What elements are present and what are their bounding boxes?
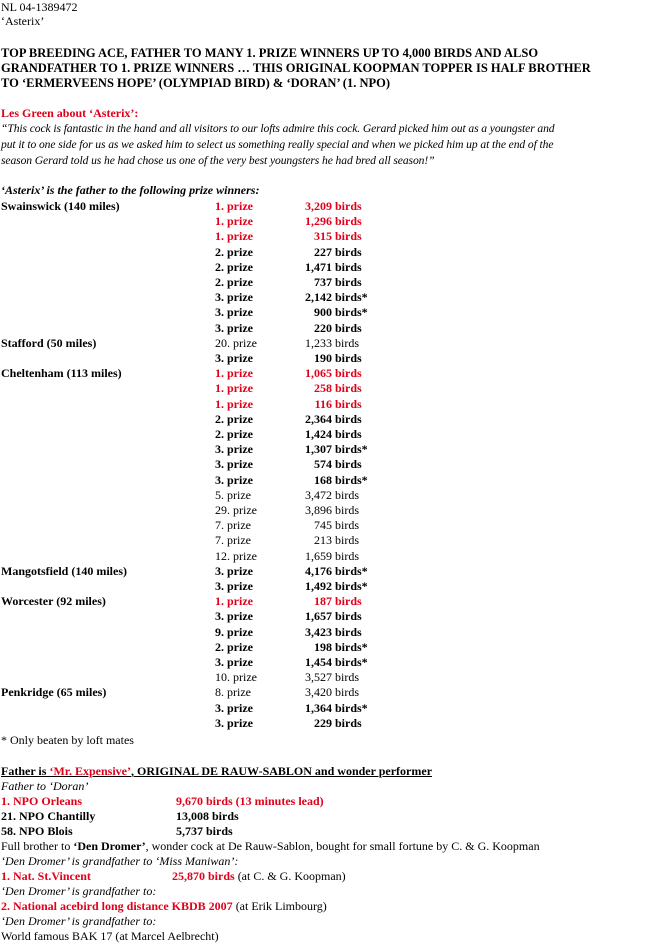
birds-cell	[292, 473, 368, 488]
birds-cell	[292, 245, 362, 260]
brother-intro: Full brother to	[1, 839, 74, 853]
birds-suffix: birds	[332, 320, 362, 335]
gf1-result: 25,870 birds	[172, 869, 235, 883]
birds-suffix: birds	[332, 259, 362, 274]
birds-suffix: birds	[332, 609, 362, 624]
birds-suffix: birds*	[332, 290, 368, 305]
brother-desc: , wonder cock at De Rauw-Sablon, bought for small fortune by C. & G. Koopman	[145, 839, 540, 853]
prize-cell: 1. prize	[215, 396, 253, 411]
prize-cell: 29. prize	[215, 503, 257, 517]
location-label: Mangotsfield (140 miles)	[1, 563, 127, 578]
birds-count: 745	[314, 518, 332, 533]
birds-cell	[292, 685, 359, 700]
birds-cell	[292, 670, 359, 685]
birds-suffix: birds*	[332, 442, 368, 457]
birds-cell	[292, 397, 362, 412]
birds-cell	[292, 260, 362, 275]
birds-count: 116	[314, 396, 332, 411]
birds-count: 198	[314, 639, 332, 654]
grandfather-label-3: ‘Den Dromer’ is grandfather to:	[1, 914, 157, 928]
gf1-race: 1. Nat. St.Vincent	[1, 869, 91, 883]
birds-count: 1,307	[305, 442, 332, 457]
birds-count: 737	[314, 275, 332, 289]
birds-count: 2,364	[305, 411, 332, 426]
quote-line-3: season Gerard told us he had chose us one of the very best youngsters he had bred all season!”	[1, 154, 435, 167]
prize-cell: 1. prize	[215, 366, 253, 381]
birds-suffix: birds*	[332, 563, 368, 578]
gf1-result-line	[172, 869, 346, 883]
birds-count: 4,176	[305, 563, 332, 578]
father-name: ‘Mr. Expensive’	[49, 764, 132, 778]
footnote: * Only beaten by loft mates	[1, 733, 134, 747]
grandfather-label-2: ‘Den Dromer’ is grandfather to:	[1, 884, 157, 898]
birds-suffix: birds	[332, 457, 362, 472]
birds-cell	[292, 640, 368, 655]
prize-cell: 12. prize	[215, 548, 257, 563]
birds-suffix: birds	[332, 503, 359, 517]
birds-cell	[292, 457, 362, 472]
location-label: Swainswick (140 miles)	[1, 199, 120, 213]
prize-cell: 2. prize	[215, 427, 253, 441]
father-intro-a: Father is	[1, 764, 50, 778]
birds-suffix: birds	[332, 685, 359, 700]
prize-cell: 10. prize	[215, 670, 257, 685]
prize-cell: 3. prize	[215, 472, 253, 487]
birds-count: 187	[314, 594, 332, 609]
birds-count: 1,659	[305, 548, 332, 563]
birds-suffix: birds	[332, 335, 359, 350]
birds-cell	[292, 716, 362, 731]
headline-line-3: TO ‘ERMERVEENS HOPE’ (OLYMPIAD BIRD) & ‘DORAN’ (1. NPO)	[1, 76, 391, 90]
birds-suffix: birds	[332, 487, 359, 502]
birds-cell	[292, 351, 362, 366]
npo-result: 13,008 birds	[176, 809, 239, 823]
birds-count: 168	[314, 472, 332, 487]
birds-suffix: birds	[332, 366, 362, 381]
birds-count: 258	[314, 381, 332, 396]
birds-suffix: birds	[332, 594, 362, 609]
birds-cell	[292, 488, 359, 503]
birds-count: 1,364	[305, 700, 332, 715]
gf1-note: (at C. & G. Koopman)	[234, 869, 346, 883]
birds-suffix: birds	[332, 533, 359, 548]
prize-cell: 1. prize	[215, 381, 253, 396]
birds-count: 213	[314, 533, 332, 548]
prize-cell: 2. prize	[215, 259, 253, 274]
location-label: Cheltenham (113 miles)	[1, 366, 122, 381]
headline-line-1: TOP BREEDING ACE, FATHER TO MANY 1. PRIZE WINNERS UP TO 4,000 BIRDS AND ALSO	[1, 46, 539, 60]
prize-cell: 3. prize	[215, 609, 253, 624]
birds-count: 220	[314, 320, 332, 335]
birds-count: 2,142	[305, 290, 332, 305]
birds-count: 3,527	[305, 670, 332, 685]
birds-suffix: birds	[332, 275, 362, 289]
prize-cell: 3. prize	[215, 290, 253, 305]
gf2-result: 2. National acebird long distance KBDB 2007	[1, 899, 233, 913]
birds-count: 1,424	[305, 427, 332, 441]
prize-cell: 5. prize	[215, 487, 251, 502]
birds-cell	[292, 229, 362, 244]
birds-count: 1,454	[305, 655, 332, 669]
prize-cell: 3. prize	[215, 320, 253, 335]
prize-cell: 3. prize	[215, 442, 253, 457]
birds-suffix: birds*	[332, 700, 368, 715]
birds-suffix: birds	[332, 427, 362, 441]
birds-count: 315	[314, 229, 332, 244]
npo-result: 9,670 birds (13 minutes lead)	[176, 794, 324, 808]
birds-count: 3,896	[305, 503, 332, 517]
prize-cell: 3. prize	[215, 563, 253, 578]
prize-cell: 2. prize	[215, 275, 253, 289]
birds-cell	[292, 549, 359, 564]
headline-line-2: GRANDFATHER TO 1. PRIZE WINNERS … THIS ORIGINAL KOOPMAN TOPPER IS HALF BROTHER	[1, 61, 591, 75]
prize-cell: 2. prize	[215, 244, 253, 259]
birds-count: 227	[314, 244, 332, 259]
prize-cell: 9. prize	[215, 624, 253, 639]
birds-cell	[292, 336, 359, 351]
birds-count: 229	[314, 715, 332, 730]
birds-cell	[292, 321, 362, 336]
grandfather-result-2	[1, 899, 327, 913]
brother-line	[1, 839, 540, 853]
prize-cell: 8. prize	[215, 685, 251, 700]
birds-cell	[292, 214, 362, 229]
birds-cell	[292, 594, 362, 609]
birds-suffix: birds	[332, 214, 362, 229]
grandfather-result-1	[1, 869, 91, 883]
location-label: Stafford (50 miles)	[1, 335, 97, 350]
prize-cell: 3. prize	[215, 351, 253, 365]
birds-cell	[292, 579, 368, 594]
birds-count: 1,657	[305, 609, 332, 624]
grandfather-result-3: World famous BAK 17 (at Marcel Aelbrecht)	[1, 929, 219, 943]
birds-suffix: birds	[332, 715, 362, 730]
birds-cell	[292, 609, 362, 624]
prize-cell: 1. prize	[215, 214, 253, 229]
location-label: Worcester (92 miles)	[1, 594, 106, 609]
birds-suffix: birds	[332, 229, 362, 244]
results-title: ‘Asterix’ is the father to the following prize winners:	[1, 183, 260, 197]
birds-cell	[292, 442, 368, 457]
birds-suffix: birds	[332, 411, 362, 426]
birds-count: 574	[314, 457, 332, 472]
brother-name: ‘Den Dromer’	[73, 839, 146, 853]
birds-cell	[292, 701, 368, 716]
birds-suffix: birds	[332, 624, 362, 639]
quote-title: Les Green about ‘Asterix’:	[1, 106, 139, 120]
birds-suffix: birds	[332, 351, 362, 365]
birds-cell	[292, 412, 362, 427]
prize-cell: 1. prize	[215, 594, 253, 609]
birds-count: 3,209	[305, 199, 332, 213]
prize-cell: 3. prize	[215, 715, 253, 730]
birds-suffix: birds*	[332, 655, 368, 669]
birds-count: 1,492	[305, 579, 332, 593]
birds-cell	[292, 533, 359, 548]
birds-suffix: birds	[332, 381, 362, 396]
birds-count: 3,423	[305, 624, 332, 639]
prize-cell: 3. prize	[215, 457, 253, 472]
birds-cell	[292, 381, 362, 396]
birds-count: 900	[314, 305, 332, 320]
grandfather-label-1: ‘Den Dromer’ is grandfather to ‘Miss Maniwan’:	[1, 854, 239, 868]
ring-number: NL 04-1389472	[1, 0, 78, 14]
prize-cell: 3. prize	[215, 579, 253, 593]
birds-suffix: birds	[332, 670, 359, 685]
prize-cell: 1. prize	[215, 229, 253, 244]
birds-cell	[292, 290, 368, 305]
birds-suffix: birds	[332, 244, 362, 259]
npo-race: 58. NPO Blois	[1, 824, 73, 838]
birds-count: 1,296	[305, 214, 332, 229]
birds-cell	[292, 518, 359, 533]
prize-cell: 7. prize	[215, 518, 251, 533]
prize-cell: 3. prize	[215, 700, 253, 715]
birds-cell	[292, 275, 362, 290]
birds-suffix: birds	[332, 396, 362, 411]
prize-cell: 3. prize	[215, 655, 253, 669]
father-to-doran: Father to ‘Doran’	[1, 779, 89, 793]
father-intro-b: , ORIGINAL DE RAUW-SABLON and wonder performer	[131, 764, 433, 778]
npo-race: 1. NPO Orleans	[1, 794, 82, 808]
birds-suffix: birds	[332, 518, 359, 533]
quote-line-1: “This cock is fantastic in the hand and all visitors to our lofts admire this cock. Gerard picked him out as a youngster and	[1, 122, 555, 135]
birds-suffix: birds*	[332, 472, 368, 487]
birds-count: 3,420	[305, 685, 332, 700]
birds-cell	[292, 503, 359, 518]
birds-count: 3,472	[305, 487, 332, 502]
bird-name: ‘Asterix’	[1, 14, 45, 28]
birds-cell	[292, 427, 362, 442]
prize-cell: 2. prize	[215, 639, 253, 654]
birds-cell	[292, 625, 362, 640]
npo-race: 21. NPO Chantilly	[1, 809, 96, 823]
birds-cell	[292, 305, 368, 320]
birds-cell	[292, 366, 362, 381]
birds-count: 1,471	[305, 259, 332, 274]
prize-cell: 20. prize	[215, 335, 257, 350]
prize-cell: 3. prize	[215, 305, 253, 320]
father-heading	[1, 764, 432, 778]
prize-cell: 2. prize	[215, 411, 253, 426]
birds-suffix: birds*	[332, 579, 368, 593]
birds-count: 1,233	[305, 335, 332, 350]
birds-count: 190	[314, 351, 332, 365]
birds-cell	[292, 655, 368, 670]
prize-cell: 7. prize	[215, 533, 251, 548]
quote-line-2: put it to one side for us as we asked him to select us something really special and when we picked him up at the end of the	[1, 138, 554, 151]
prize-cell: 1. prize	[215, 199, 253, 213]
npo-result: 5,737 birds	[176, 824, 233, 838]
birds-suffix: birds*	[332, 639, 368, 654]
gf2-note: (at Erik Limbourg)	[232, 899, 327, 913]
birds-cell	[292, 199, 362, 214]
birds-cell	[292, 564, 368, 579]
location-label: Penkridge (65 miles)	[1, 685, 107, 700]
birds-count: 1,065	[305, 366, 332, 381]
birds-suffix: birds	[332, 548, 359, 563]
birds-suffix: birds*	[332, 305, 368, 320]
birds-suffix: birds	[332, 199, 362, 213]
